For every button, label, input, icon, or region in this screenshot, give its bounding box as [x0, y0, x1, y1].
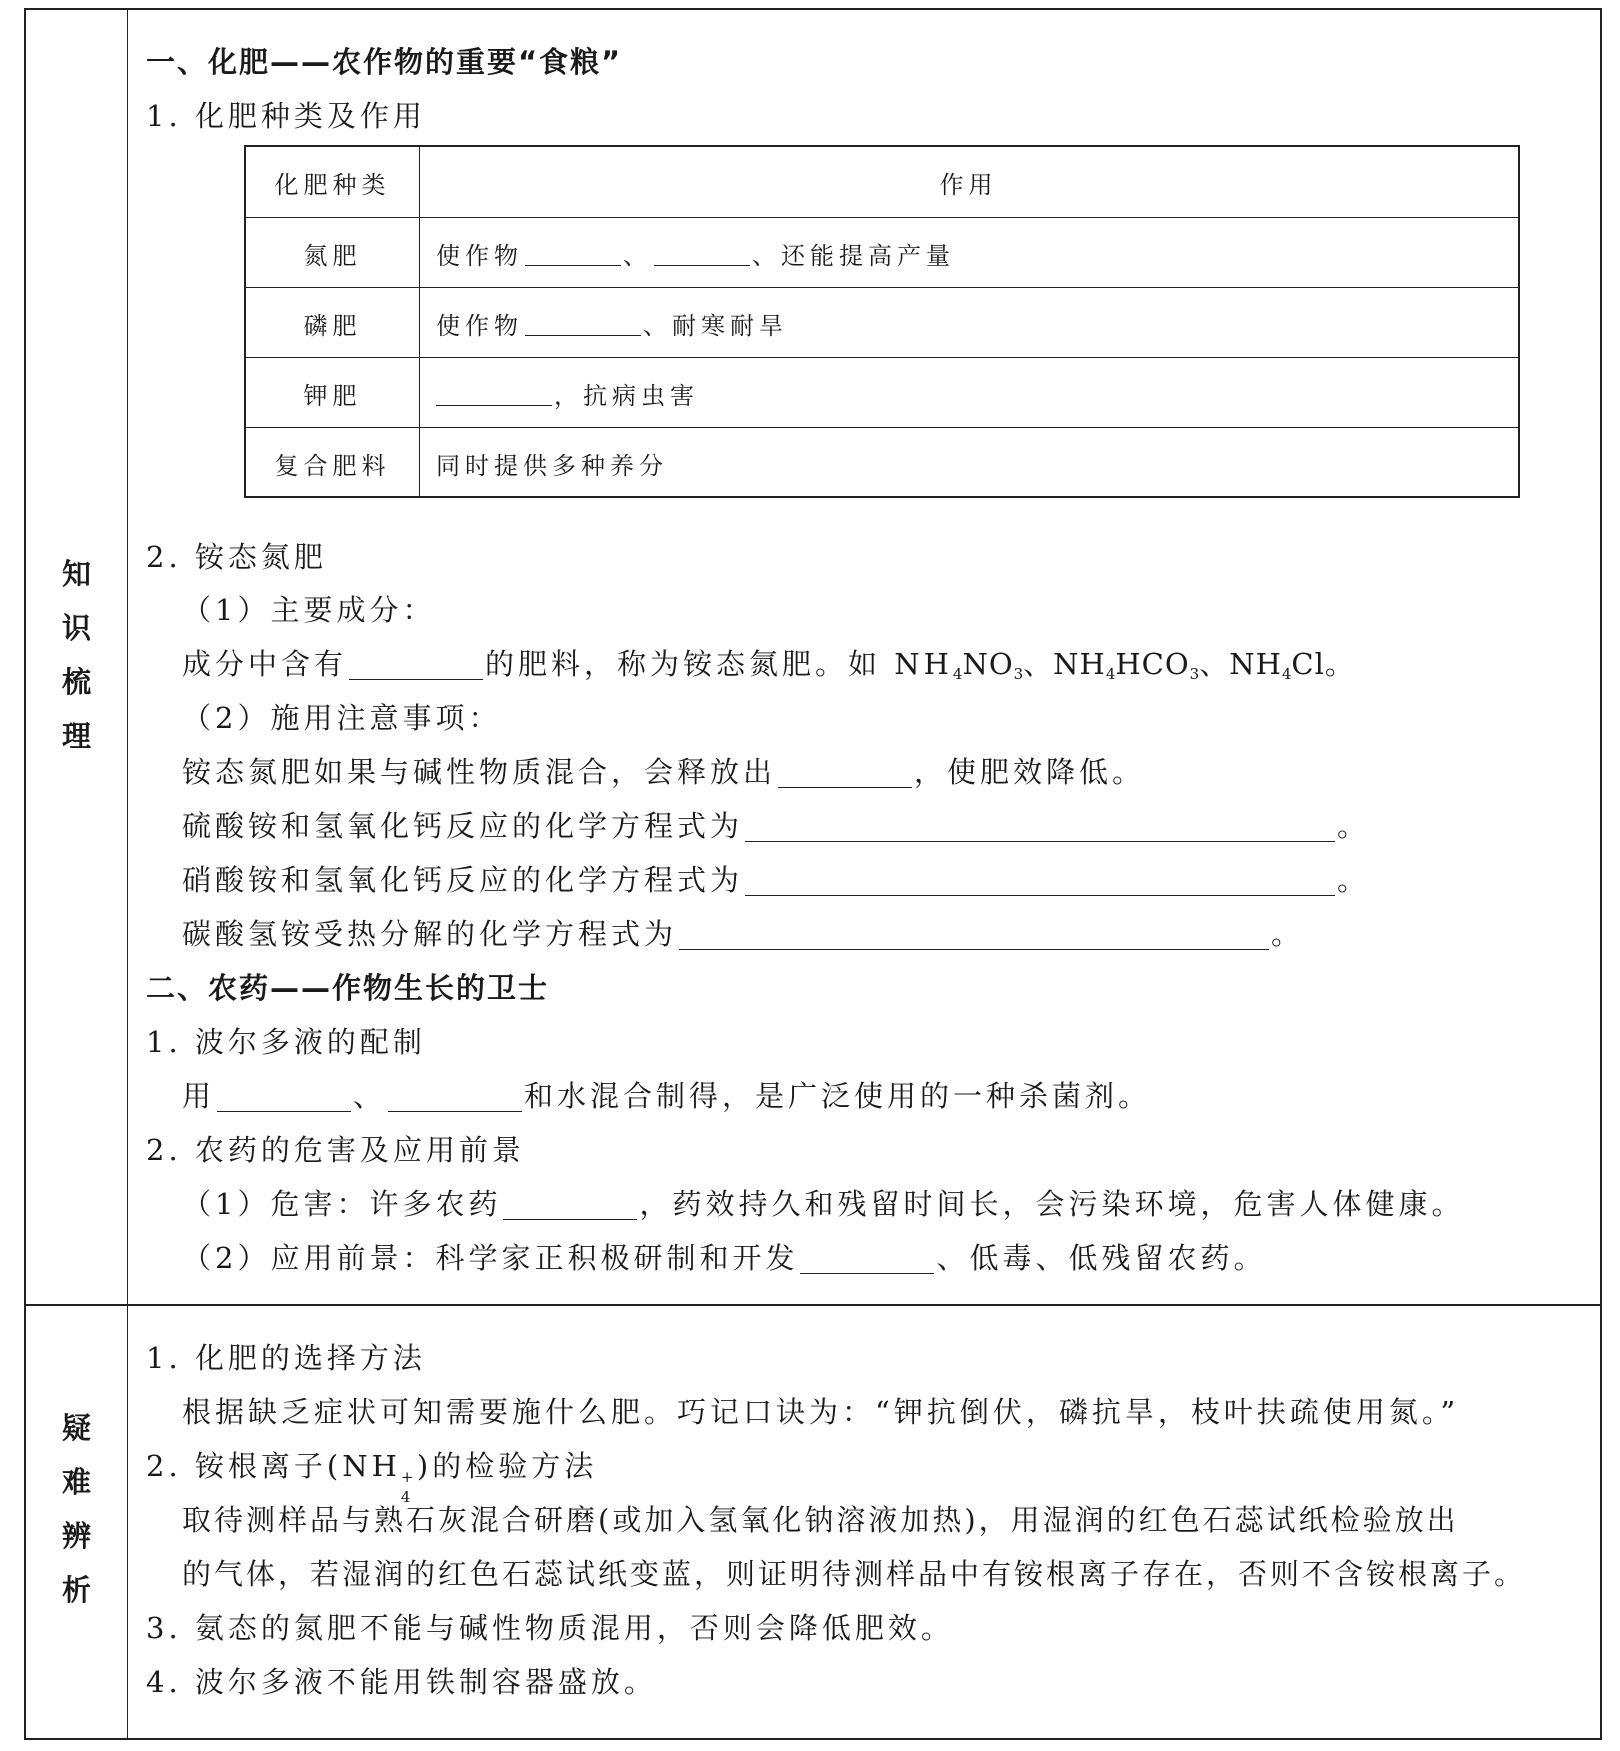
text: 、NH [1023, 647, 1106, 681]
text: 硫酸铵和氢氧化钙反应的化学方程式为 [182, 809, 744, 843]
text: 碳酸氢铵受热分解的化学方程式为 [182, 917, 678, 951]
difficulty-item-3: 3. 氨态的氮肥不能与碱性物质混用，否则会降低肥效。 [146, 1611, 954, 1645]
subscript: 3 [1013, 665, 1024, 683]
equation-line [182, 858, 1370, 899]
fill-blank[interactable] [436, 381, 552, 406]
ammonium-composition-title: （1）主要成分： [182, 593, 436, 627]
text: （1）危害：许多农药 [182, 1187, 502, 1221]
fertilizer-table [244, 145, 1520, 498]
side-label-difficulty [26, 1401, 127, 1617]
heading-pesticide: 二、农药——作物生长的卫士 [146, 971, 550, 1005]
text: Cl。 [1291, 647, 1355, 681]
cell-text: 、还能提高产量 [752, 241, 955, 270]
text: HCO [1115, 647, 1190, 681]
precautions-title: （2）施用注意事项： [182, 701, 502, 735]
text: 、 [353, 1079, 387, 1113]
subscript: 3 [1189, 665, 1200, 683]
table-cell-effect [436, 218, 1508, 288]
side-label-text: 疑难辨析 [61, 1411, 91, 1607]
fill-blank[interactable] [679, 921, 1269, 950]
text: 、低毒、低残留农药。 [936, 1241, 1267, 1275]
text: 。 [1337, 863, 1371, 897]
table-header-type: 化肥种类 [274, 170, 391, 199]
subheading-ammonium: 2. 铵态氮肥 [146, 540, 327, 574]
table-row [246, 287, 1518, 358]
table-cell-type: 复合肥料 [274, 452, 391, 480]
text: )的检验方法 [416, 1449, 598, 1483]
table-row [246, 427, 1518, 499]
table-cell-type: 钾肥 [303, 381, 362, 410]
table-cell-effect [436, 288, 1508, 358]
text: ，使肥效降低。 [914, 755, 1146, 789]
table-cell-type: 氮肥 [303, 241, 362, 270]
table-row [246, 357, 1518, 428]
subscript: 4 [400, 1488, 411, 1506]
subheading-bordeaux: 1. 波尔多液的配制 [146, 1025, 426, 1059]
cell-text: 使作物 [436, 241, 523, 270]
cell-text: 、耐寒耐旱 [643, 311, 788, 340]
table-cell-effect [436, 358, 1508, 428]
side-label-text: 知识梳理 [61, 557, 91, 753]
equation-line [182, 804, 1370, 845]
text: ，药效持久和残留时间长，会污染环境，危害人体健康。 [639, 1187, 1465, 1221]
subscript: 4 [1105, 665, 1116, 683]
section-divider [26, 1304, 1600, 1306]
subheading-pesticide-harm: 2. 农药的危害及应用前景 [146, 1133, 525, 1167]
fill-blank[interactable] [349, 651, 483, 680]
text: 。 [1271, 917, 1305, 951]
fill-blank[interactable] [503, 1191, 637, 1220]
fill-blank[interactable] [778, 759, 912, 788]
text: 硝酸铵和氢氧化钙反应的化学方程式为 [182, 863, 744, 897]
fill-blank[interactable] [525, 241, 621, 266]
bordeaux-text [182, 1074, 1151, 1115]
text: 、NH [1199, 647, 1282, 681]
side-label-knowledge [26, 547, 127, 763]
cell-text: ，抗病虫害 [554, 381, 699, 410]
superscript: + [400, 1468, 414, 1486]
cell-text: 使作物 [436, 311, 523, 340]
table-cell-effect: 同时提供多种养分 [436, 452, 668, 480]
text: 铵态氮肥如果与碱性物质混合，会释放出 [182, 755, 777, 789]
difficulty-item-2-title [146, 1444, 598, 1506]
ammonium-composition-text [182, 642, 1355, 683]
text: 成分中含有 [182, 647, 348, 681]
subheading-fertilizer-types: 1. 化肥种类及作用 [146, 99, 426, 133]
difficulty-item-2-text: 的气体，若湿润的红色石蕊试纸变蓝，则证明待测样品中有铵根离子存在，否则不含铵根离子。 [182, 1557, 1527, 1591]
fill-blank[interactable] [745, 867, 1335, 896]
equation-line [182, 912, 1304, 953]
text: 。 [1337, 809, 1371, 843]
table-header-effect: 作用 [939, 170, 998, 199]
fill-blank[interactable] [800, 1245, 934, 1274]
table-header-row [246, 147, 1518, 217]
fill-blank[interactable] [654, 241, 750, 266]
text: （2）应用前景：科学家正积极研制和开发 [182, 1241, 799, 1275]
table-cell-type: 磷肥 [303, 311, 362, 340]
fill-blank[interactable] [525, 311, 641, 336]
table-row [246, 217, 1518, 288]
difficulty-item-1-title: 1. 化肥的选择方法 [146, 1341, 426, 1375]
text: NO [962, 647, 1014, 681]
subscript: 4 [952, 665, 963, 683]
difficulty-item-2-text: 取待测样品与熟石灰混合研磨(或加入氢氧化钠溶液加热)，用湿润的红色石蕊试纸检验放出 [182, 1503, 1459, 1537]
difficulty-item-1-text: 根据缺乏症状可知需要施什么肥。巧记口诀为：“钾抗倒伏，磷抗旱，枝叶扶疏使用氮。” [182, 1395, 1460, 1429]
subscript: 4 [1281, 665, 1292, 683]
difficulty-item-4: 4. 波尔多液不能用铁制容器盛放。 [146, 1665, 657, 1699]
text: 的肥料，称为铵态氮肥。如 NH [485, 647, 953, 681]
text: 用 [182, 1079, 216, 1113]
label-column-divider [127, 10, 128, 1738]
text: 2. 铵根离子(NH [146, 1449, 401, 1483]
pesticide-harm [182, 1182, 1464, 1223]
heading-fertilizer: 一、化肥——农作物的重要“食粮” [146, 45, 623, 79]
text: 和水混合制得，是广泛使用的一种杀菌剂。 [524, 1079, 1152, 1113]
pesticide-prospect [182, 1236, 1266, 1277]
fill-blank[interactable] [745, 813, 1335, 842]
precautions-line [182, 750, 1145, 791]
cell-text: 、 [623, 241, 652, 270]
fill-blank[interactable] [217, 1083, 351, 1112]
fill-blank[interactable] [388, 1083, 522, 1112]
